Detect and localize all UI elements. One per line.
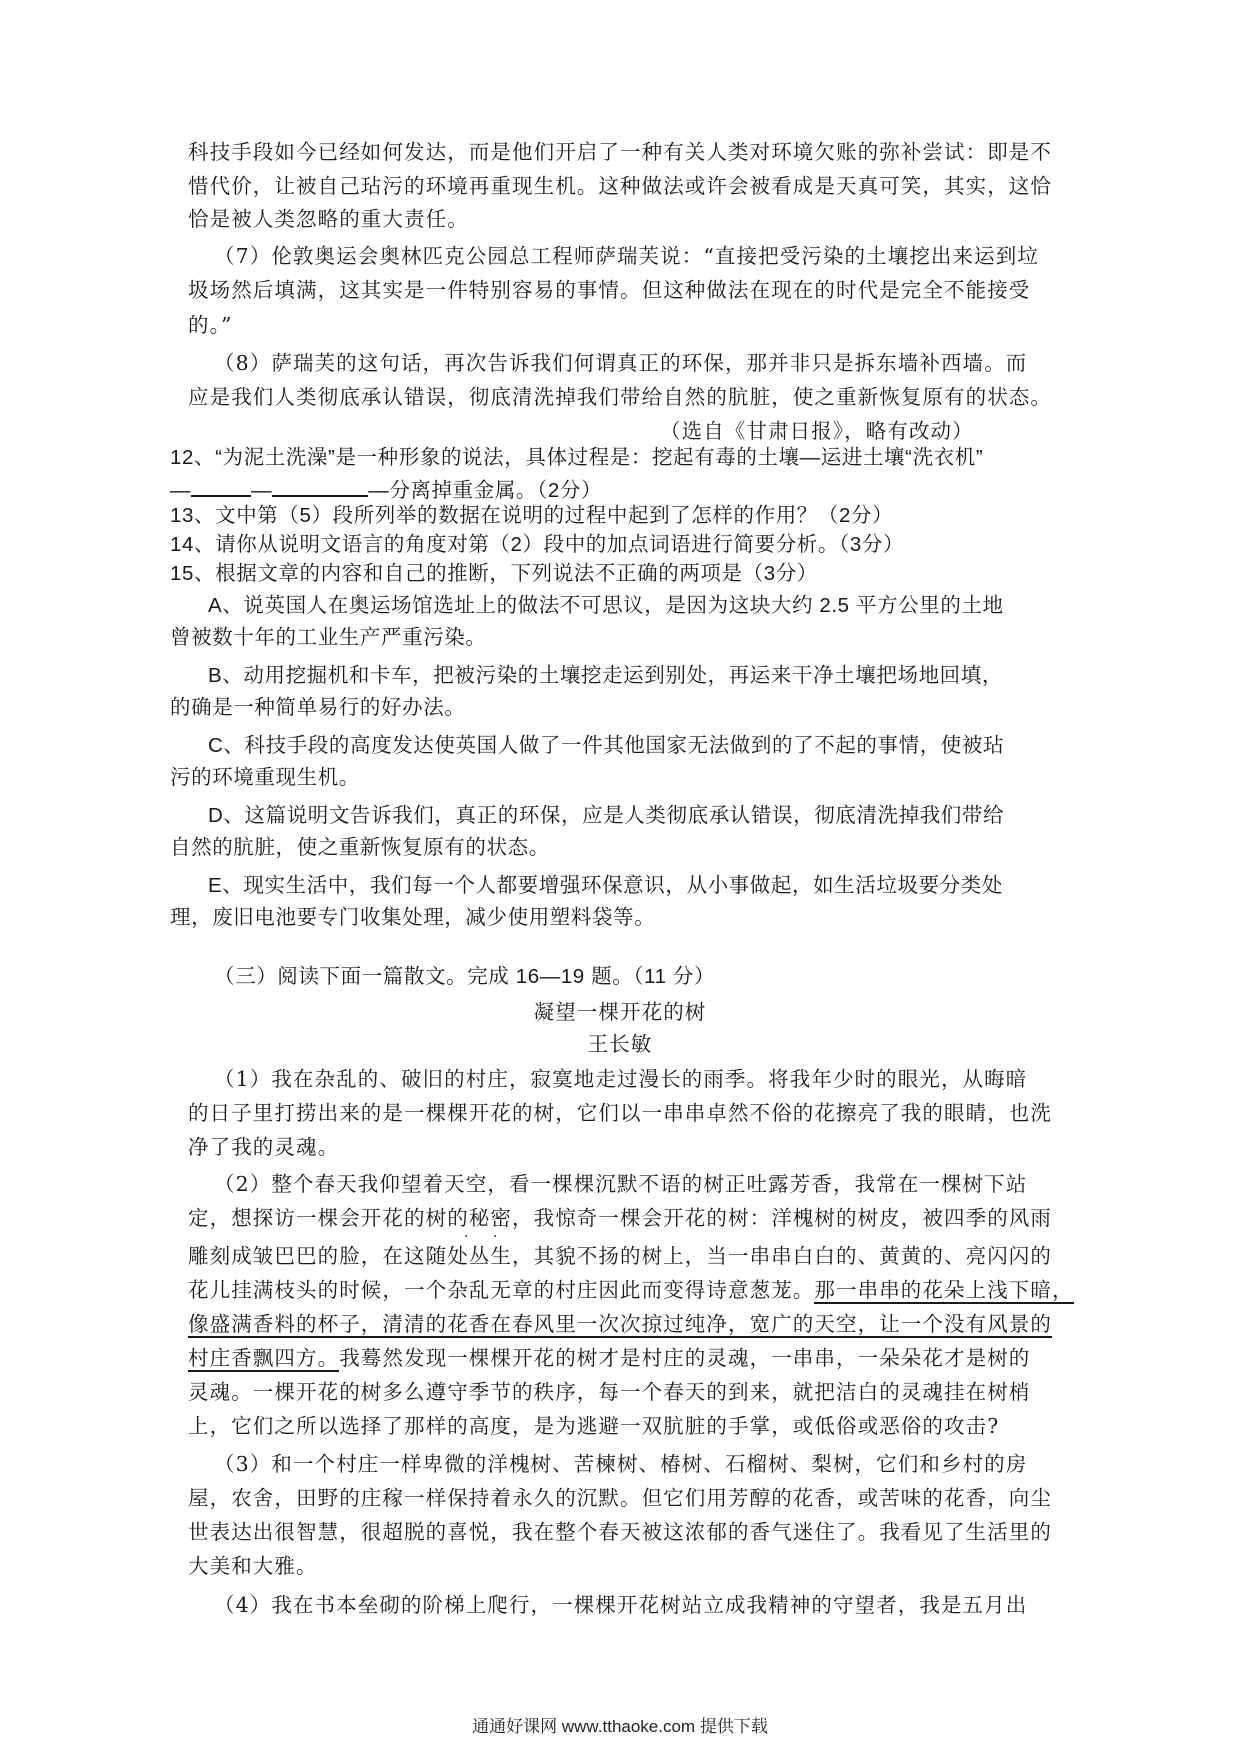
emphasis-dots: · · <box>464 1229 508 1245</box>
passage-line: 的。” <box>188 313 233 337</box>
option-a: A、说英国人在奥运场馆选址上的做法不可思议，是因为这块大约 2.5 平方公里的土地 <box>208 594 1004 617</box>
essay-line: 定，想探访一棵会开花的树的秘密，我惊奇一棵会开花的树：洋槐树的树皮，被四季的风雨 <box>188 1206 1052 1230</box>
essay-paragraph-3: （3）和一个村庄一样卑微的洋槐树、苦楝树、椿树、石榴树、梨树，它们和乡村的房 <box>214 1452 1028 1476</box>
essay-text: 我蓦然发现一棵棵开花的树才是村庄的灵魂，一串串，一朵朵花才是树的 <box>339 1346 1031 1370</box>
essay-paragraph-1: （1）我在杂乱的、破旧的村庄，寂寞地走过漫长的雨季。将我年少时的眼光，从晦暗 <box>214 1067 1028 1091</box>
question-13: 13、文中第（5）段所列举的数据在说明的过程中起到了怎样的作用？（2分） <box>170 504 894 527</box>
essay-title: 凝望一棵开花的树 <box>533 1000 707 1024</box>
option-a-cont: 曾被数十年的工业生产严重污染。 <box>170 626 487 649</box>
dash: — <box>170 479 192 502</box>
question-12-blanks <box>170 475 1040 503</box>
option-d: D、这篇说明文告诉我们，真正的环保，应是人类彻底承认错误，彻底清洗掉我们带给 <box>208 804 1005 827</box>
essay-line: 屋，农舍，田野的庄稼一样保持着永久的沉默。但它们用芳醇的花香，或苦味的花香，向尘 <box>188 1486 1052 1510</box>
essay-paragraph-4: （4）我在书本垒砌的阶梯上爬行，一棵棵开花树站立成我精神的守望者，我是五月出 <box>214 1593 1028 1617</box>
underlined-sentence: 村庄香飘四方。 <box>188 1346 340 1370</box>
option-d-cont: 自然的肮脏，使之重新恢复原有的状态。 <box>170 836 550 859</box>
essay-line: 上，它们之所以选择了那样的高度，是为逃避一双肮脏的手掌，或低俗或恶俗的攻击? <box>188 1414 1000 1438</box>
passage-paragraph-7: （7）伦敦奥运会奥林匹克公园总工程师萨瑞芙说：“直接把受污染的土壤挖出来运到垃 <box>214 244 1039 268</box>
page-footer: 通通好课网 www.tthaoke.com 提供下载 <box>472 1717 768 1736</box>
passage-line: 惜代价，让被自己玷污的环境再重现生机。这种做法或许会被看成是天真可笑，其实，这恰 <box>188 174 1052 198</box>
essay-line-underlined <box>188 1312 1058 1336</box>
essay-line: 雕刻成皱巴巴的脸，在这随处丛生，其貌不扬的树上，当一串串白白的、黄黄的、亮闪闪的 <box>188 1244 1052 1268</box>
question-14: 14、请你从说明文语言的角度对第（2）段中的加点词语进行简要分析。（3分） <box>170 533 905 556</box>
essay-line: 世表达出很智慧，很超脱的喜悦，我在整个春天被这浓郁的香气迷住了。我看见了生活里的 <box>188 1520 1052 1544</box>
answer-blank-2[interactable] <box>272 475 368 497</box>
question-12: 12、“为泥土洗澡”是一种形象的说法，具体过程是：挖起有毒的土壤—运进土壤“洗衣机” <box>170 446 984 469</box>
question-15: 15、根据文章的内容和自己的推断，下列说法不正确的两项是（3分） <box>170 562 818 585</box>
passage-line: 应是我们人类彻底承认错误，彻底清洗掉我们带给自然的肮脏，使之重新恢复原有的状态。 <box>188 385 1052 409</box>
option-e: E、现实生活中，我们每一个人都要增强环保意识，从小事做起，如生活垃圾要分类处 <box>208 874 1003 897</box>
option-e-cont: 理，废旧电池要专门收集处理，减少使用塑料袋等。 <box>170 906 656 929</box>
essay-line: 的日子里打捞出来的是一棵棵开花的树，它们以一串串卓然不俗的花擦亮了我的眼睛，也洗 <box>188 1101 1052 1125</box>
option-b: B、动用挖掘机和卡车，把被污染的土壤挖走运到别处，再运来干净土壤把场地回填， <box>208 664 1003 687</box>
essay-line: 灵魂。一棵开花的树多么遵守季节的秩序，每一个春天的到来，就把洁白的灵魂挂在树梢 <box>188 1380 1031 1404</box>
essay-paragraph-2: （2）整个春天我仰望着天空，看一棵棵沉默不语的树正吐露芳香，我常在一棵树下站 <box>214 1172 1028 1196</box>
source-citation: （选自《甘肃日报》，略有改动） <box>660 419 974 443</box>
question-12-tail: —分离掉重金属。（2分） <box>368 479 603 502</box>
essay-line: 大美和大雅。 <box>188 1554 318 1578</box>
option-c-cont: 污的环境重现生机。 <box>170 766 360 789</box>
section-heading: （三）阅读下面一篇散文。完成 16—19 题。（11 分） <box>214 965 716 988</box>
essay-line-with-underline <box>188 1346 1058 1370</box>
passage-line: 圾场然后填满，这其实是一件特别容易的事情。但这种做法在现在的时代是完全不能接受 <box>188 278 1031 302</box>
essay-line: 净了我的灵魂。 <box>188 1135 340 1159</box>
passage-line: 科技手段如今已经如何发达，而是他们开启了一种有关人类对环境欠账的弥补尝试：即是不 <box>188 140 1052 164</box>
answer-blank-1[interactable] <box>191 475 251 497</box>
option-b-cont: 的确是一种简单易行的好办法。 <box>170 696 466 719</box>
passage-line: 恰是被人类忽略的重大责任。 <box>188 207 469 231</box>
underlined-sentence: 那一串串的花朵上浅下暗， <box>814 1278 1074 1302</box>
essay-author: 王长敏 <box>587 1032 653 1056</box>
underlined-sentence: 像盛满香料的杯子，清清的花香在春风里一次次掠过纯净，宽广的天空，让一个没有风景的 <box>188 1312 1052 1336</box>
passage-paragraph-8: （8）萨瑞芙的这句话，再次告诉我们何谓真正的环保，那并非只是拆东墙补西墙。而 <box>214 351 1028 375</box>
option-c: C、科技手段的高度发达使英国人做了一件其他国家无法做到的了不起的事情，使被玷 <box>208 734 1005 757</box>
essay-line-with-underline <box>188 1278 1074 1302</box>
dash: — <box>251 479 273 502</box>
essay-text: 花儿挂满枝头的时候，一个杂乱无章的村庄因此而变得诗意葱茏。 <box>188 1278 815 1302</box>
